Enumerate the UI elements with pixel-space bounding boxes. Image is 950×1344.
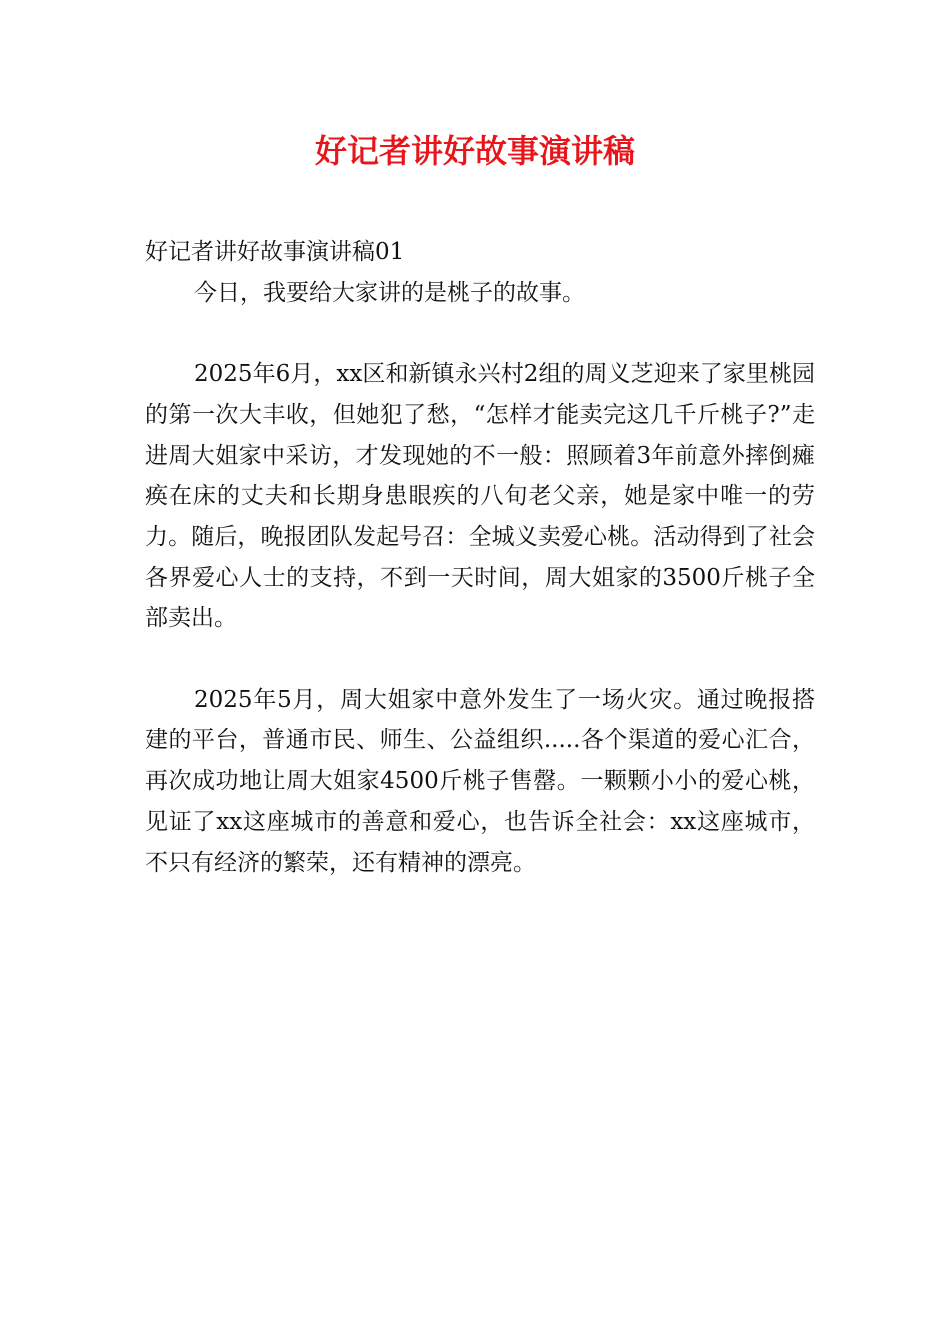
document-title: 好记者讲好故事演讲稿 [314,132,635,170]
section-heading: 好记者讲好故事演讲稿01 [145,239,405,265]
paragraph-spacer [145,639,815,680]
document-body [145,232,815,883]
paragraph-intro: 今日，我要给大家讲的是桃子的故事。 [194,279,585,306]
paragraph-may-story: 2025年5月，周大姐家中意外发生了一场火灾。通过晚报搭建的平台，普通市民、师生、公益组织.....各个渠道的爱心汇合，再次成功地让周大姐家4500斤桃子售罄。一颗颗小小的爱心桃，见证了xx这座城市的善意和爱心，也告诉全社会：xx这座城市，不只有经济的繁荣，还有精神的漂亮。 [145,686,815,876]
paragraph-spacer [145,313,815,354]
paragraph-june-story: 2025年6月，xx区和新镇永兴村2组的周义芝迎来了家里桃园的第一次大丰收，但她犯了愁，“怎样才能卖完这几千斤桃子?”走进周大姐家中采访，才发现她的不一般：照顾着3年前意外摔倒瘫痪在床的丈夫和长期身患眼疾的八旬老父亲，她是家中唯一的劳力。随后，晚报团队发起号召：全城义卖爱心桃。活动得到了社会各界爱心人士的支持，不到一天时间，周大姐家的3500斤桃子全部卖出。 [145,361,815,632]
